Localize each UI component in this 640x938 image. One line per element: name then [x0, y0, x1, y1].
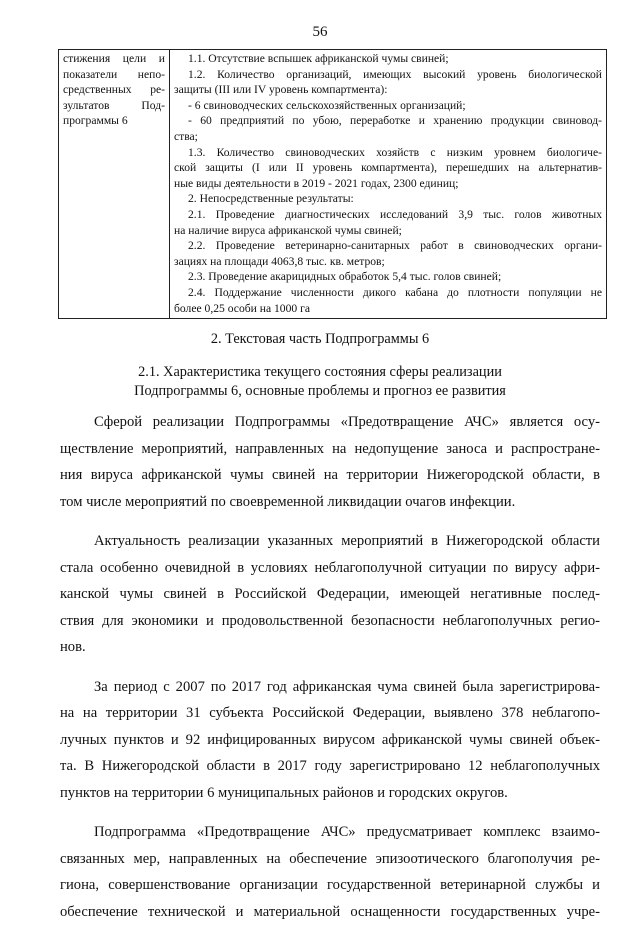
paragraph	[60, 674, 600, 807]
paragraph-line: За период с 2007 по 2017 год африканская чума свиней была зарегистрирова-	[94, 678, 600, 695]
body-text	[60, 409, 600, 938]
table-result-line: ства;	[174, 129, 198, 143]
table-right-cell	[170, 50, 607, 319]
paragraph-line: нов.	[60, 639, 86, 655]
table-result-line: 1.1. Отсутствие вспышек африканской чумы свиней;	[188, 52, 449, 65]
paragraph-line: та. В Нижегородской области в 2017 году зарегистрировано 12 неблагополучных	[60, 758, 600, 774]
table-result-line: ные виды деятельности в 2019 - 2021 годах, 2300 единиц;	[174, 176, 459, 190]
goals-table	[58, 49, 607, 319]
paragraph-line: гиона, совершенствование организации государственной ветеринарной службы и	[60, 877, 600, 893]
table-left-line: средственных ре-	[63, 83, 165, 97]
table-left-line: стижения цели и	[63, 52, 165, 65]
table-result-line: - 6 свиноводческих сельскохозяйственных организаций;	[188, 98, 466, 112]
paragraph-line: Актуальность реализации указанных мероприятий в Нижегородской области	[94, 533, 600, 549]
subsection-title-line: Подпрограммы 6, основные проблемы и прогноз ее развития	[134, 383, 506, 399]
paragraph-line: ния вируса африканской чумы свиней на территории Нижегородской области, в	[60, 467, 600, 483]
paragraph-line: том числе мероприятий по своевременной ликвидации очагов инфекции.	[60, 493, 516, 510]
table-left-cell	[59, 50, 170, 319]
table-left-line: программы 6	[63, 114, 128, 128]
table-result-line: 1.3. Количество свиноводческих хозяйств с низким уровнем биологиче-	[188, 145, 602, 159]
paragraph-line: канской чумы свиней в Российской Федерации, имеющей негативные послед-	[60, 586, 600, 602]
table-result-line: 2.1. Проведение диагностических исследований 3,9 тыс. голов животных	[188, 207, 602, 221]
paragraph-line: лучных пунктов и 92 инфицированных вирусом африканской чумы свиней объек-	[60, 731, 600, 748]
paragraph-line: пунктов на территории 6 муниципальных районов и городских округов.	[60, 784, 508, 801]
table-row	[59, 50, 607, 319]
paragraph	[60, 409, 600, 515]
table-result-line: на наличие вируса африканской чумы свиней;	[174, 223, 402, 237]
paragraph	[60, 528, 600, 661]
subsection-title-line: 2.1. Характеристика текущего состояния сферы реализации	[138, 364, 502, 380]
table-left-line: зультатов Под-	[63, 98, 165, 112]
table-result-line: - 60 предприятий по убою, переработке и хранению продукции свиновод-	[188, 114, 602, 128]
paragraph	[60, 819, 600, 925]
paragraph-line: Подпрограмма «Предотвращение АЧС» предусматривает комплекс взаимо-	[94, 824, 600, 840]
section-title: 2. Текстовая часть Подпрограммы 6	[210, 331, 430, 347]
table-result-line: 2. Непосредственные результаты:	[188, 192, 354, 206]
paragraph-line: обеспечение технической и материальной оснащенности государственных учре-	[60, 903, 600, 920]
table-result-line: более 0,25 особи на 1000 га	[174, 301, 310, 315]
paragraph-line: ствия для экономики и продовольственной безопасности неблагополучных регио-	[60, 612, 600, 629]
table-result-line: ской защиты (I или II уровень компартмента), перешедших на альтернатив-	[174, 161, 602, 175]
paragraph-line: Сферой реализации Подпрограммы «Предотвращение АЧС» является осу-	[94, 414, 600, 430]
table-result-line: защиты (III или IV уровень компартмента):	[174, 83, 388, 97]
table-result-line: 2.4. Поддержание численности дикого кабана до плотности популяции не	[188, 285, 602, 299]
table-result-line: 1.2. Количество организаций, имеющих высокий уровень биологической	[188, 67, 602, 81]
table-left-line: показатели непо-	[63, 67, 165, 81]
table-result-line: 2.2. Проведение ветеринарно-санитарных работ в свиноводческих органи-	[188, 239, 602, 253]
table-result-line: 2.3. Проведение акарицидных обработок 5,4 тыс. голов свиней;	[188, 270, 502, 284]
table-result-line: зациях на площади 4063,8 тыс. кв. метров;	[174, 254, 385, 268]
page-number: 56	[312, 24, 328, 40]
paragraph-line: ществление мероприятий, направленных на недопущение заноса и распростране-	[60, 440, 600, 457]
paragraph-line: на на территории 31 субъекта Российской Федерации, выявлено 378 неблагопо-	[60, 705, 600, 721]
paragraph-line: связанных мер, направленных на обеспечение эпизоотического благополучия ре-	[60, 850, 600, 867]
subsection-title	[40, 363, 600, 401]
paragraph-line: стала особенно очевидной в условиях неблагополучной ситуации по вирусу афри-	[60, 559, 600, 576]
